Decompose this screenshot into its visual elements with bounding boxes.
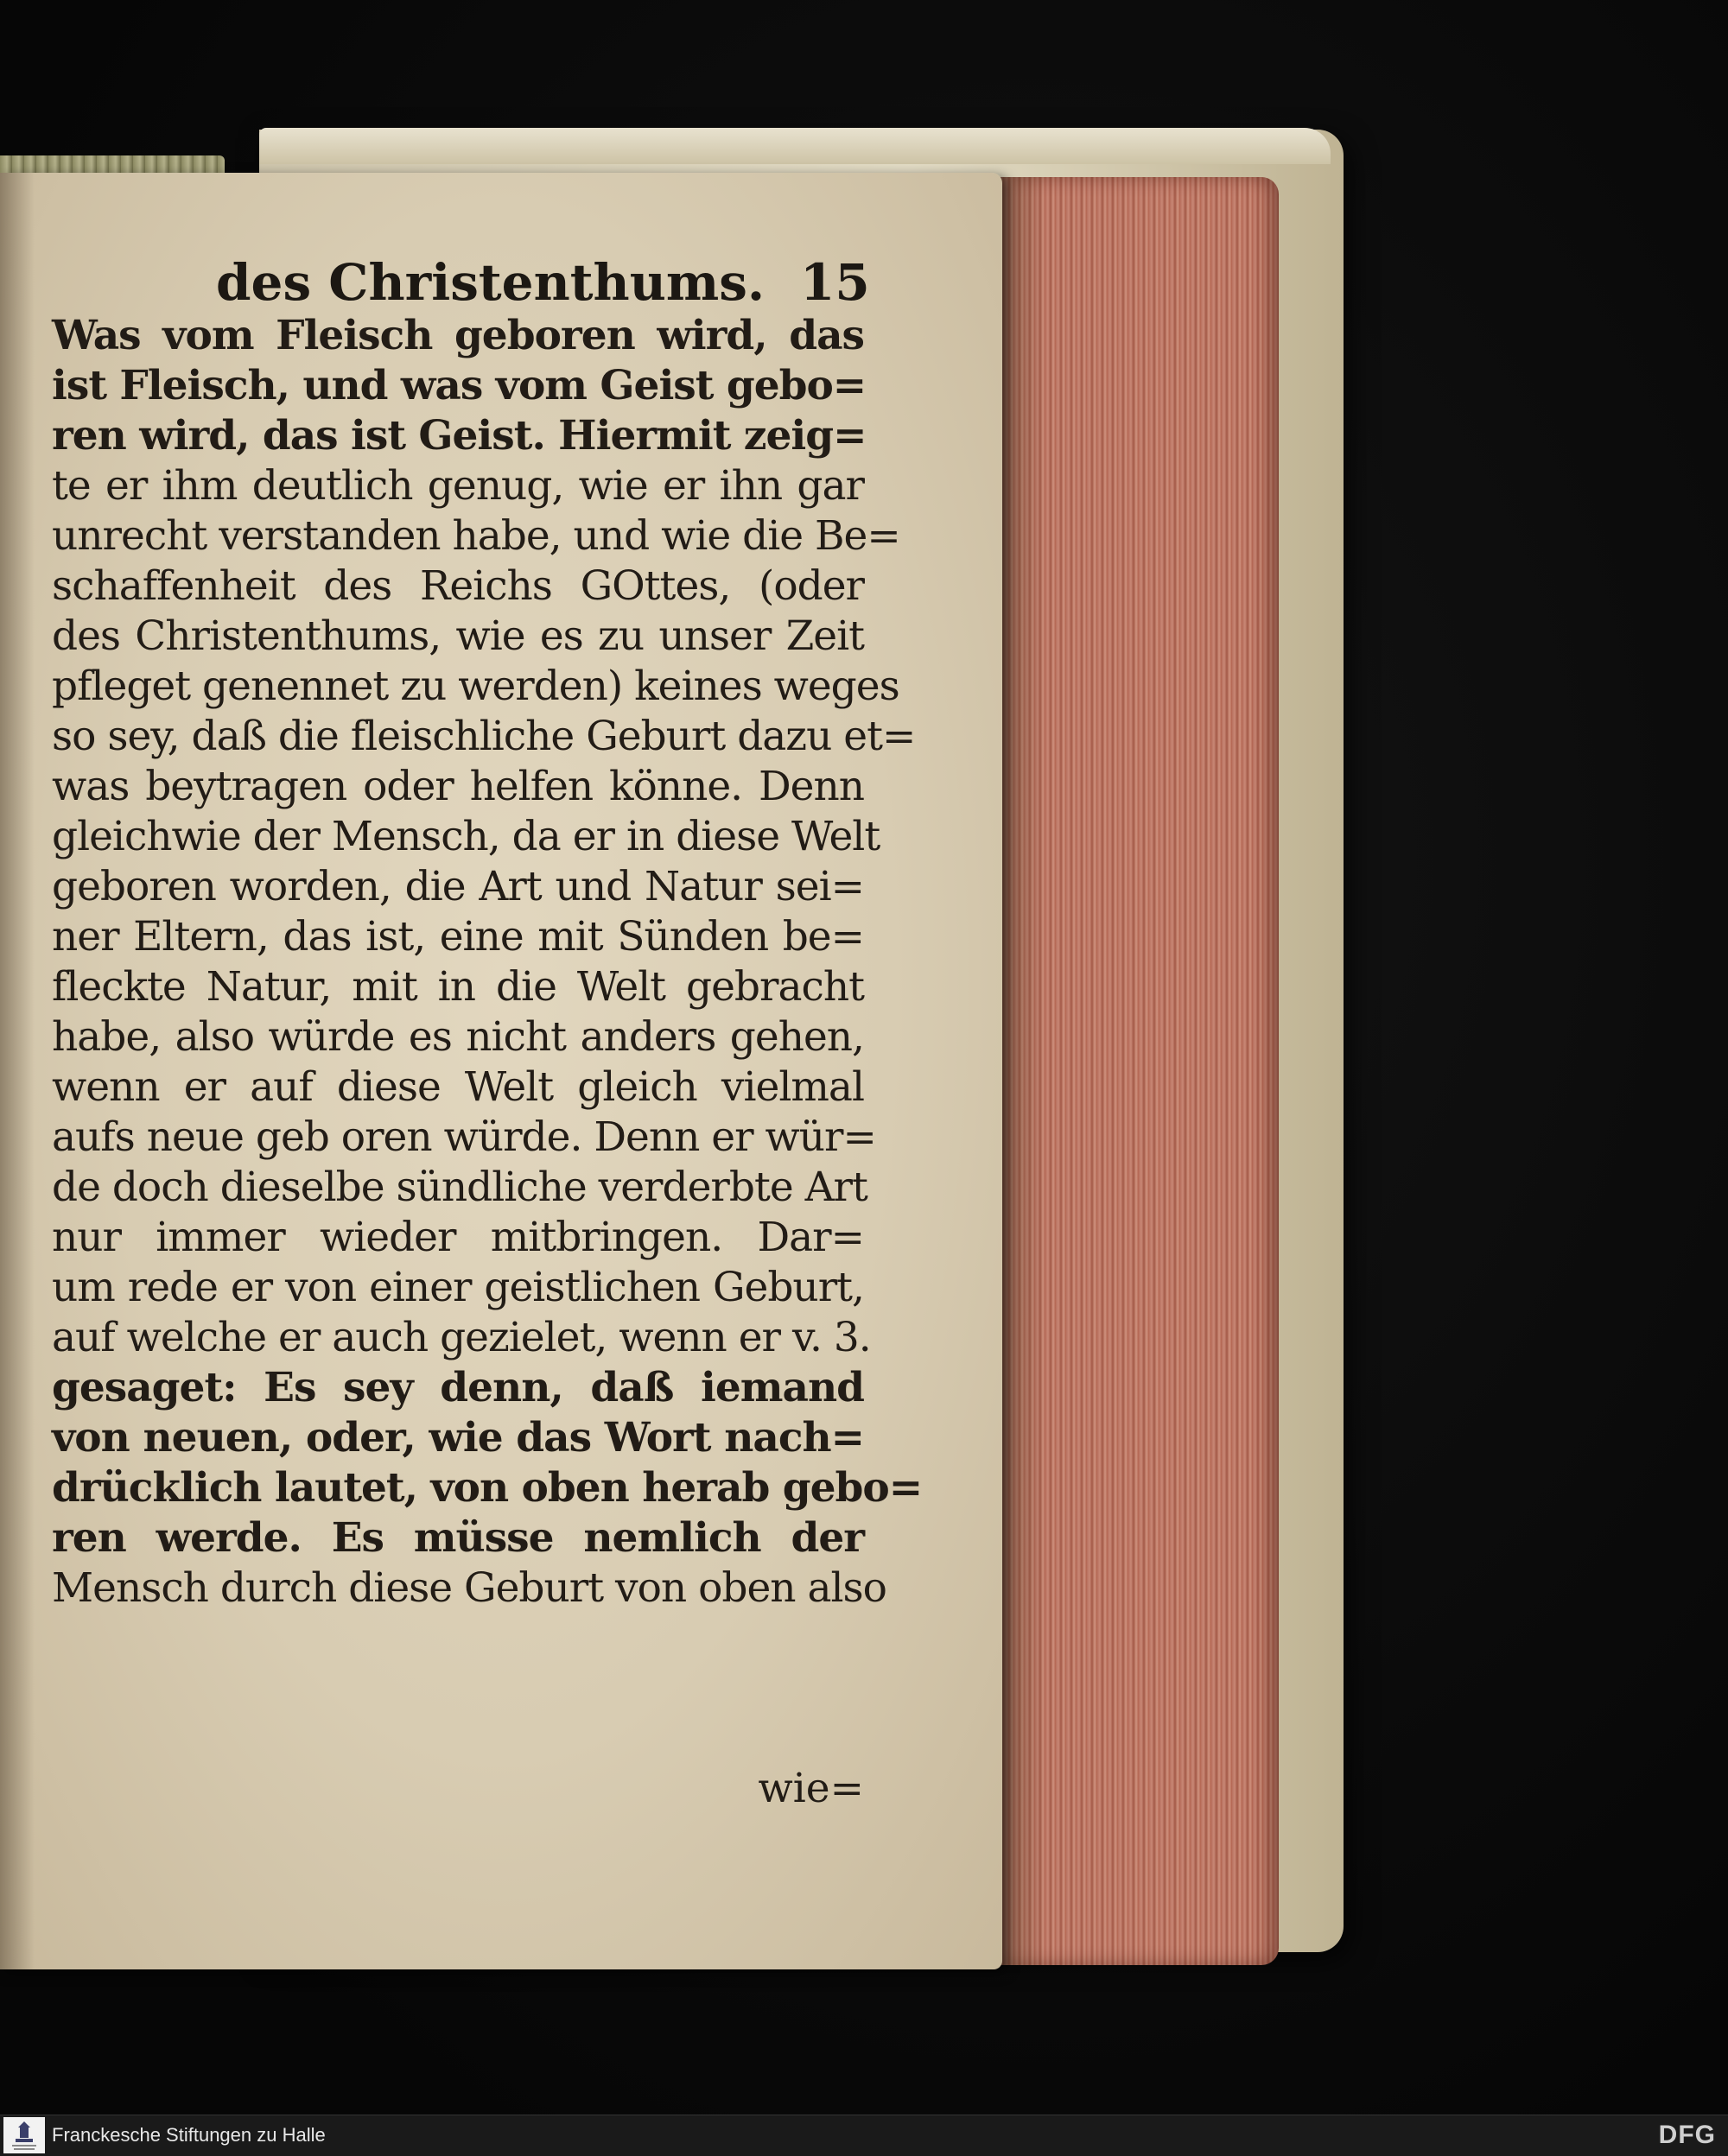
page-number: 15 [800, 253, 870, 312]
text-line: ren werde. Es müsse nemlich der [52, 1514, 864, 1562]
text-line: gleichwie der Mensch, da er in diese Welt [52, 813, 880, 860]
text-line: drücklich lautet, von oben herab gebo= [52, 1464, 923, 1512]
text-line: um rede er von einer geistlichen Geburt, [52, 1264, 864, 1311]
text-line: Was vom Fleisch geboren wird, das [52, 312, 864, 359]
text-line: ist Fleisch, und was vom Geist gebo= [52, 362, 867, 409]
text-line: ner Eltern, das ist, eine mit Sünden be= [52, 913, 864, 961]
text-line: habe, also würde es nicht anders gehen, [52, 1013, 864, 1061]
text-line: schaffenheit des Reichs GOttes, (oder [52, 562, 864, 610]
institution-name[interactable]: Franckesche Stiftungen zu Halle [52, 2124, 326, 2146]
text-line: geboren worden, die Art und Natur sei= [52, 863, 864, 910]
text-line: te er ihm deutlich genug, wie er ihn gar [52, 462, 864, 510]
dfg-brand-logo[interactable]: DFG [1658, 2121, 1716, 2149]
text-line: unrecht verstanden habe, und wie die Be= [52, 512, 900, 560]
text-line: auf welche er auch gezielet, wenn er v. 3. [52, 1314, 871, 1361]
text-line: fleckte Natur, mit in die Welt gebracht [52, 963, 864, 1011]
catchword: wie= [758, 1765, 864, 1812]
institution-logo-icon[interactable] [3, 2117, 45, 2153]
text-line: von neuen, oder, wie das Wort nach= [52, 1414, 864, 1462]
text-line: wenn er auf diese Welt gleich vielmal [52, 1063, 864, 1111]
body-text [52, 311, 923, 1614]
running-head: des Christenthums. [216, 253, 766, 312]
text-line: Mensch durch diese Geburt von oben also [52, 1564, 886, 1612]
text-line: nur immer wieder mitbringen. Dar= [52, 1214, 864, 1261]
text-line: pfleget genennet zu werden) keines weges [52, 663, 899, 710]
text-line: des Christenthums, wie es zu unser Zeit [52, 612, 864, 660]
text-line: was beytragen oder helfen könne. Denn [52, 763, 864, 810]
text-line: gesaget: Es sey denn, daß iemand [52, 1364, 864, 1411]
text-line: de doch dieselbe sündliche verderbte Art [52, 1164, 867, 1211]
text-line: ren wird, das ist Geist. Hiermit zeig= [52, 412, 867, 460]
book-cover-top-edge [259, 128, 1331, 164]
page-gutter-shadow [0, 173, 35, 1969]
text-line: aufs neue geb oren würde. Denn er wür= [52, 1113, 876, 1161]
text-line: so sey, daß die fleischliche Geburt dazu et= [52, 713, 916, 760]
